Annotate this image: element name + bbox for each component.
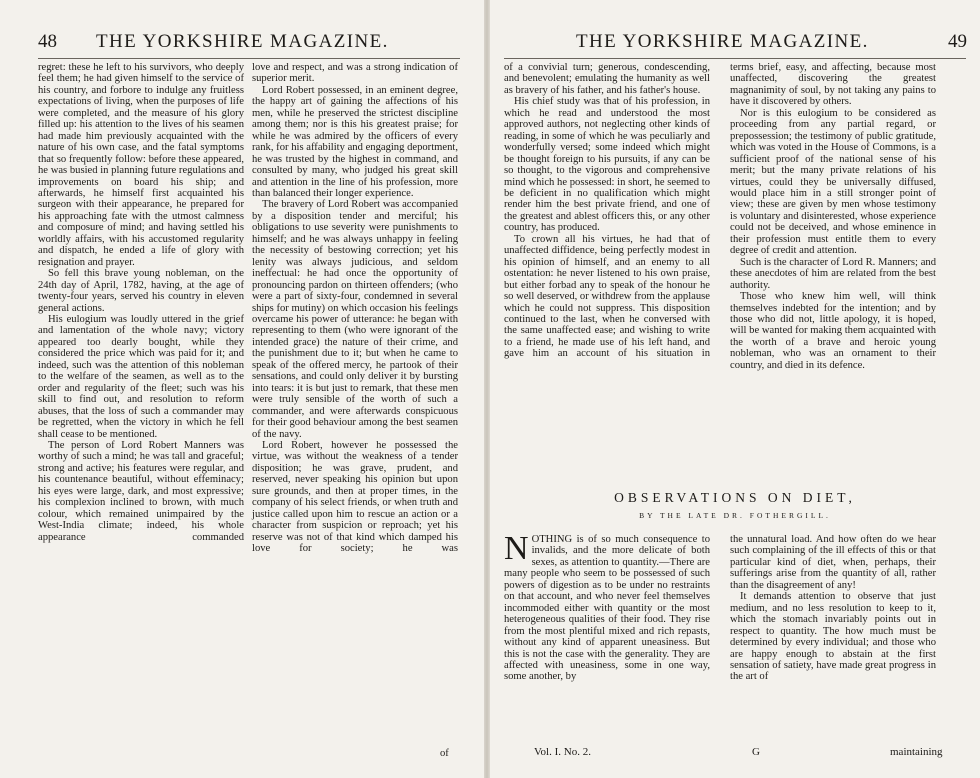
paragraph: Lord Robert possessed, in an eminent degree, the happy art of gaining the affections of his men, while he preserved the strictest discipline among them; nor is this his greatest praise; for while he was admired by the officers of every rank, for his affability and engaging deportment, he was trusted by the highest in command, and consulted by many, who judged his great skill and attention in the line of his profession, more than balanced their longer experience. xyxy=(252,84,458,199)
paragraph: It demands attention to observe that just medium, and no less resolution to keep to it, which the stomach invariably points out in respect to quantity. The how much must be determined by every individual; and those who are happy enough to abstain at the first sensation of satiety, have made great progress in the art of xyxy=(730,591,936,683)
paragraph: Such is the character of Lord R. Manners; and these anecdotes of him are related from the best authority. xyxy=(730,256,936,291)
paragraph: Those who knew him well, will think themselves indebted for the intention; and by those who did not, little apology, it is hoped, will be wanted for making them acquainted with the worth of a brave and heroic young nobleman, who was an ornament to their country, and died in its defence. xyxy=(730,291,936,371)
left-column-1 xyxy=(38,62,244,543)
article-title: OBSERVATIONS ON DIET, xyxy=(614,490,856,505)
paragraph: His chief study was that of his profession, in which he read and understood the most approved authors, not neglecting other kinds of reading, in some of which he was peculiarly and wonderfully versed; some indeed which might be thought foreign to his pursuits, if any can be so thought, to the vigorous and comprehensive mind which he possessed: in short, he seemed to be deficient in no qualification which might render him the best private friend, and one of the greatest and ablest officers this, or any other country, has produced. xyxy=(504,96,710,234)
paragraph: The person of Lord Robert Manners was worthy of such a mind; he was tall and graceful; strong and active; his features were regular, and his countenance beautiful, without effeminacy; his eyes were large, dark, and most expressive; his complexion inclined to brown, with much colour, which remained unimpaired by the West-India climate; indeed, his whole appearance commanded xyxy=(38,439,244,543)
right-page-number: 49 xyxy=(948,31,967,52)
left-page xyxy=(0,0,484,778)
drop-cap: N xyxy=(504,530,529,567)
article-column-1 xyxy=(504,530,710,683)
paragraph: the unnatural load. And how often do we hear such complaining of the ill effects of this or that particular kind of diet, when, perhaps, their sufferings arise from the quantity of all, rather than the disagreement of any! xyxy=(730,534,936,591)
paragraph: Nor is this eulogium to be considered as proceeding from any partial regard, or prepossession; the testimony of public gratitude, which was voted in the House of Commons, is a sufficient proof of the national sense of his merit; but the many private relations of his virtues, could they be universally diffused, would place him in a still stronger point of view; these are given by men whose testimony is voluntary and disinterested, whose experience could not be deceived, and whose eminence in their profession must entitle them to every degree of credit and attention. xyxy=(730,107,936,257)
left-catchword: of xyxy=(440,748,449,759)
paragraph: terms brief, easy, and affecting, because most unaffected, discovering the greatest magnanimity of soul, by not taking any pains to have it discovered by others. xyxy=(730,62,936,108)
right-column-2 xyxy=(730,62,936,371)
article-byline: BY THE LATE DR. FOTHERGILL. xyxy=(639,511,831,520)
right-running-head: THE YORKSHIRE MAGAZINE. xyxy=(576,31,869,52)
right-catchword: maintaining xyxy=(890,746,943,758)
paragraph: His eulogium was loudly uttered in the grief and lamentation of the whole navy; victory appeared too dearly bought, while they considered the price which was paid for it; and indeed, such was the attention of this nobleman to the welfare of the seamen, as well as to the order and regularity of the fleet; such was his skill to find out, and resolution to reform abuses, that the loss of such a commander may be regretted, when the victory in which he fell shall cease to be mentioned. xyxy=(38,313,244,440)
volume-signature: Vol. I. No. 2. xyxy=(534,746,591,758)
right-page xyxy=(490,0,980,778)
paragraph: The bravery of Lord Robert was accompanied by a disposition tender and merciful; his obligations to use severity were punishments to himself; and he was always unhappy in feeling the necessity of bestowing correction; yet his lenity was always judicious, and seldom ineffectual: he had once the opportunity of pronouncing pardon on thirteen offenders; (who were a part of sixty-four, condemned in several ships for mutiny) on which occasion his feelings overcame his power of utterance: he began with representing to them (who were ignorant of the intended grace) the nature of their crime, and the punishment due to it; but when he came to speak of the offered mercy, he partook of their sensations, and could only deliver it by bursting into tears: it is but just to remark, that these men were truly sensible of the worth of such a commander, and were afterwards conspicuous for their good behaviour among the best seamen of the navy. xyxy=(252,199,458,440)
printer-signature: G xyxy=(752,746,760,758)
paragraph: of a convivial turn; generous, condescending, and benevolent; emulating the humanity as well as bravery of his father, and his father's house. xyxy=(504,62,710,96)
left-page-number: 48 xyxy=(38,31,57,52)
paragraph: love and respect, and was a strong indication of superior merit. xyxy=(252,62,458,85)
left-column-2 xyxy=(252,62,458,554)
left-header-rule xyxy=(38,58,460,59)
paragraph: So fell this brave young nobleman, on the 24th day of April, 1782, having, at the age of twenty-four years, served his country in eleven general actions. xyxy=(38,268,244,314)
paragraph: Lord Robert, however he possessed the virtue, was without the weakness of a tender disposition; he was grave, prudent, and reserved, never speaking his opinion but upon sure grounds, and then at proper times, in the company of his select friends, or when truth and justice called upon him to rescue an action or a character from suspicion or reproach; yet his reserve was not of that kind which damped his love for society; he was xyxy=(252,439,458,555)
right-header-rule xyxy=(504,58,966,59)
article-paragraph xyxy=(504,530,710,683)
paragraph: regret: these he left to his survivors, who deeply feel them; he had given himself to the service of his country, and forbore to indulge any fruitless expectations of living, when the purposes of life were completed, and the measure of his glory filled up: his attention to the lives of his seamen had made him previously acquainted with the nature of his own case, and the fatal symptoms that so frequently follow: before these appeared, he was busied in planning future regulations and improvements on board his ship; and afterwards, he himself first acquainted his surgeon with their appearance, he prepared for his approaching fate with the utmost calmness and composure of mind; and having settled his worldly affairs, with his accustomed regularity and dispatch, he ended a life of glory with resignation and prayer. xyxy=(38,62,244,268)
left-running-head: THE YORKSHIRE MAGAZINE. xyxy=(96,31,389,52)
article-column-2 xyxy=(730,534,936,683)
right-column-1 xyxy=(504,62,710,360)
paragraph: To crown all his virtues, he had that of unaffected diffidence, being perfectly modest in his opinion of himself, and an enemy to all ostentation: he never listened to his own praise, but either forbad any to speak of the honour he so well deserved, or withdrew from the applause which he could not suppress. This disposition continued to the last, when he conversed with the same unaffected ease; and wishing to write to a friend, he made use of his left hand, and gave him an account of his situation in xyxy=(504,233,710,360)
article-text: OTHING is of so much consequence to invalids, and the more delicate of both sexes, as attention to quantity.—There are many people who seem to be possessed of such powers of digestion as to be under no restraints on that account, and who never feel themselves incommoded either with quantity or the most heterogeneous qualities of their food. They rise from the most plentiful mixed and rich repasts, without any kind of apparent uneasiness. But this is not the case with the generality. They are affected with uneasiness, some in one way, some another, by xyxy=(504,534,710,683)
